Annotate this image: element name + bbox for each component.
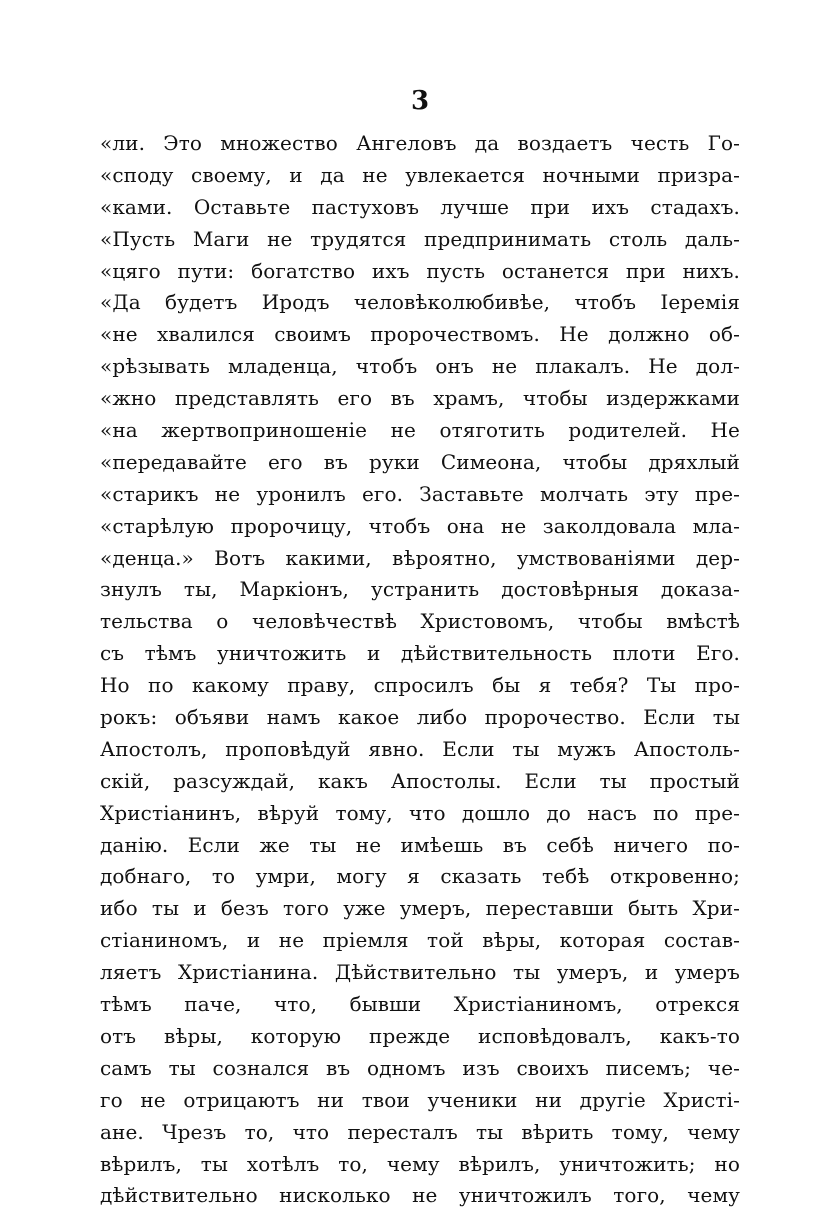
text-line: данію. Если же ты не имѣешь въ себѣ ничего по- <box>100 832 740 857</box>
text-line: «ли. Это множество Ангеловъ да воздаетъ честь Го- <box>100 131 740 155</box>
text-line: отъ вѣры, которую прежде исповѣдовалъ, какъ-то <box>100 1023 740 1048</box>
text-line: го не отрицаютъ ни твои ученики ни другіе Христі- <box>100 1087 740 1112</box>
text-line: ляетъ Христіанина. Дѣйствительно ты умеръ, и умеръ <box>100 960 740 985</box>
text-line: «на жертвоприношеніе не отяготить родителей. Не <box>100 418 740 443</box>
text-line: «не хвалился своимъ пророчествомъ. Не должно об- <box>100 322 740 347</box>
text-line: «споду своему, и да не увлекается ночными призра- <box>100 162 740 187</box>
text-line: «Пусть Маги не трудятся предпринимать столь даль- <box>100 226 740 251</box>
text-line: Апостолъ, проповѣдуй явно. Если ты мужъ Апостоль- <box>100 736 740 761</box>
text-line: «старикъ не уронилъ его. Заставьте молчать эту пре- <box>100 481 740 506</box>
text-line: «цяго пути: богатство ихъ пусть останется при нихъ. <box>100 258 740 283</box>
text-line: Христіанинъ, вѣруй тому, что дошло до насъ по пре- <box>100 800 740 825</box>
text-line: ибо ты и безъ того уже умеръ, переставши быть Хри- <box>100 896 740 921</box>
text-line: дѣйствительно нисколько не уничтожилъ того, чему <box>100 1183 740 1208</box>
text-line: тельства о человѣчествѣ Христовомъ, чтобы вмѣстѣ <box>100 609 740 634</box>
text-line: рокъ: объяви намъ какое либо пророчество. Если ты <box>100 705 740 730</box>
text-line: Но по какому праву, спросилъ бы я тебя? Ты про- <box>100 673 740 698</box>
text-line: знулъ ты, Маркіонъ, устранить достовѣрныя доказа- <box>100 577 740 602</box>
page-number: 3 <box>410 86 430 116</box>
text-line: добнаго, то умри, могу я сказать тебѣ откровенно; <box>100 864 740 889</box>
text-line: вѣрилъ, ты хотѣлъ то, чему вѣрилъ, уничтожить; но <box>100 1151 740 1176</box>
text-line: «денца.» Вотъ какими, вѣроятно, умствованіями дер- <box>100 545 740 570</box>
text-line: «жно представлять его въ храмъ, чтобы издержками <box>100 386 740 411</box>
text-line: «рѣзывать младенца, чтобъ онъ не плакалъ. Не дол- <box>100 354 740 379</box>
body-text <box>100 128 740 1212</box>
text-line: тѣмъ паче, что, бывши Христіаниномъ, отрекся <box>100 992 740 1017</box>
text-line: «передавайте его въ руки Симеона, чтобы дряхлый <box>100 449 740 474</box>
text-line: скій, разсуждай, какъ Апостолы. Если ты простый <box>100 768 740 793</box>
text-line: «Да будетъ Иродъ человѣколюбивѣе, чтобъ Іеремія <box>100 290 740 315</box>
text-line: «старѣлую пророчицу, чтобъ она не заколдовала мла- <box>100 513 740 538</box>
text-line: стіаниномъ, и не пріемля той вѣры, которая состав- <box>100 928 740 953</box>
text-line: самъ ты сознался въ одномъ изъ своихъ писемъ; че- <box>100 1055 740 1080</box>
text-line: ане. Чрезъ то, что пересталъ ты вѣрить тому, чему <box>100 1119 740 1144</box>
text-line: «ками. Оставьте пастуховъ лучше при ихъ стадахъ. <box>100 194 740 219</box>
text-line: съ тѣмъ уничтожить и дѣйствительность плоти Его. <box>100 641 740 666</box>
